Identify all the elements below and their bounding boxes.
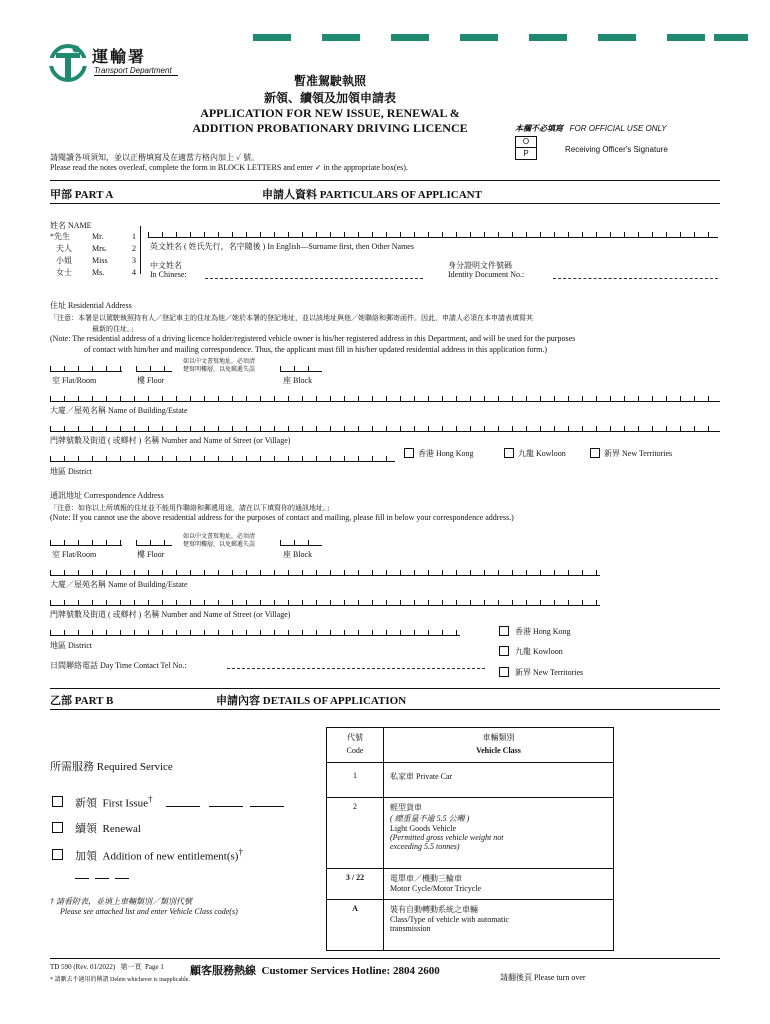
notes-en: Please read the notes overleaf, complete the form in BLOCK LETTERS and enter ✓ in the appropriate box(es). — [50, 163, 408, 172]
chinese-name-zh: 中文姓名 — [150, 261, 182, 270]
english-name-hint: 英文姓名 ( 姓氏先行，名字隨後 ) In English—Surname first, then Other Names — [150, 242, 414, 251]
vehicle-class-table — [326, 727, 614, 951]
corr-hk-label: 香港 Hong Kong — [515, 627, 571, 636]
form-number: TD 590 (Rev. 01/2022) 第一頁 Page 1 — [50, 963, 164, 971]
corr-kowloon-checkbox[interactable] — [499, 646, 509, 656]
part-a-heading: 申請人資料 PARTICULARS OF APPLICANT — [262, 189, 482, 201]
corr-flat-label: 室 Flat/Room — [52, 550, 97, 559]
corr-nt-checkbox[interactable] — [499, 667, 509, 677]
corr-building-field[interactable] — [50, 568, 600, 576]
name-label: 姓名 NAME — [50, 221, 92, 230]
id-doc-zh: 身分證明文件號碼 — [448, 261, 512, 270]
table-row: A 裝有自動轉動系統之車輛 Class/Type of vehicle with automatic transmission — [327, 900, 614, 951]
res-note-zh-1: 「注意：本署是以駕駛執照持有人／登記車主的住址為他／她於本署的登記地址，並以該地址與他／她聯絡和郵寄函件。因此，申請人必須在本申請表填寫其 — [50, 314, 533, 322]
res-hk-label: 香港 Hong Kong — [418, 449, 474, 458]
corr-building-label: 大廈／屋苑名稱 Name of Building/Estate — [50, 580, 188, 589]
title-zh-2: 新領、續領及加領申請表 — [263, 91, 396, 105]
first-issue-label: 新領 First Issue† — [75, 794, 153, 810]
table-row: 1 私家車 Private Car — [327, 763, 614, 798]
dagger-note-zh: † 請看附表，並填上車輛類別／類別代號 — [50, 897, 192, 906]
chinese-name-field[interactable] — [205, 278, 423, 279]
corr-floor-hint: 如以中文書寫地址，必須清 楚寫明樓層，以免郵遞失誤 — [183, 534, 256, 548]
turn-over: 請翻後頁 Please turn over — [500, 973, 586, 982]
corr-street-field[interactable] — [50, 598, 600, 606]
first-issue-checkbox[interactable] — [52, 796, 63, 807]
res-floor-label: 樓 Floor — [137, 376, 165, 385]
corr-kowloon-label: 九龍 Kowloon — [515, 647, 563, 656]
table-row: 2 輕型貨車 ( 總重量不逾 5.5 公噸 ) Light Goods Vehicle (Permitted gross vehicle weight not exceeding 5.5 tonnes) — [327, 798, 614, 869]
corr-floor-label: 樓 Floor — [137, 550, 165, 559]
corr-district-label: 地區 District — [50, 641, 92, 650]
corr-flat-field[interactable] — [50, 538, 122, 546]
res-building-label: 大廈／屋苑名稱 Name of Building/Estate — [50, 406, 188, 415]
hotline: 顧客服務熱線 Customer Services Hotline: 2804 2600 — [190, 965, 440, 977]
res-kowloon-checkbox[interactable] — [504, 448, 514, 458]
part-b-heading: 申請內容 DETAILS OF APPLICATION — [216, 695, 407, 707]
res-kowloon-label: 九龍 Kowloon — [518, 449, 566, 458]
op-box[interactable]: O P — [515, 136, 537, 160]
res-flat-label: 室 Flat/Room — [52, 376, 97, 385]
required-service-label: 所需服務 Required Service — [50, 761, 173, 773]
dagger-note-en: Please see attached list and enter Vehicle Class code(s) — [60, 907, 238, 916]
notes-zh: 請閱讀各項須知，並以正楷填寫及在適當方格內加上 ✓ 號。 — [50, 153, 260, 162]
table-row: 3 / 22 電單車／機動三輪車 Motor Cycle/Motor Tricycle — [327, 869, 614, 900]
addition-checkbox[interactable] — [52, 849, 63, 860]
corr-addr-label: 通訊地址 Correspondence Address — [50, 491, 164, 500]
floor-hint: 如以中文書寫地址，必須清 楚寫明樓層，以免郵遞失誤 — [183, 359, 256, 373]
res-addr-label: 住址 Residential Address — [50, 301, 132, 310]
english-name-field[interactable] — [148, 230, 718, 238]
part-b-label: 乙部 PART B — [50, 695, 114, 707]
corr-street-label: 門牌號數及街道 ( 或鄉村 ) 名稱 Number and Name of Street (or Village) — [50, 610, 291, 619]
officer-signature-label: Receiving Officer's Signature — [565, 145, 668, 154]
title-zh-1: 暫准駕駛執照 — [293, 74, 366, 88]
res-nt-checkbox[interactable] — [590, 448, 600, 458]
corr-block-field[interactable] — [280, 538, 322, 546]
res-hk-checkbox[interactable] — [404, 448, 414, 458]
res-street-label: 門牌號數及街道 ( 或鄉村 ) 名稱 Number and Name of Street (or Village) — [50, 436, 291, 445]
res-district-field[interactable] — [50, 454, 395, 462]
corr-block-label: 座 Block — [283, 550, 313, 559]
id-doc-en: Identity Document No.: — [448, 270, 525, 279]
renewal-checkbox[interactable] — [52, 822, 63, 833]
logo-zh: 運輸署 — [92, 49, 147, 66]
chinese-name-en: In Chinese: — [150, 270, 187, 279]
corr-district-field[interactable] — [50, 628, 460, 636]
res-flat-field[interactable] — [50, 364, 122, 372]
logo-en: Transport Department — [94, 66, 178, 76]
corr-floor-field[interactable] — [136, 538, 172, 546]
td-emblem-icon — [48, 42, 88, 84]
daytime-tel-field[interactable] — [227, 668, 485, 669]
renewal-label: 續領 Renewal — [75, 823, 141, 835]
corr-hk-checkbox[interactable] — [499, 626, 509, 636]
official-use-label: 本欄不必填寫 FOR OFFICIAL USE ONLY — [515, 124, 667, 133]
title-options[interactable]: *先生 Mr. 1 夫人 Mrs. 2 小姐 Miss 3 女士 Ms. 4 — [50, 232, 136, 277]
corr-note-zh: 「注意：如你以上所填報的住址並不能用作聯絡和郵遞用途，請在以下填寫你的通訊地址。」 — [50, 504, 334, 512]
res-district-label: 地區 District — [50, 467, 92, 476]
res-block-label: 座 Block — [283, 376, 313, 385]
res-floor-field[interactable] — [136, 364, 172, 372]
res-note-zh-2: 最新的住址。」 — [92, 325, 138, 333]
title-en-2: ADDITION PROBATIONARY DRIVING LICENCE — [192, 121, 468, 135]
corr-note-en: (Note: If you cannot use the above residential address for the purposes of contact and mailing, please fill in below your correspondence address.) — [50, 513, 514, 522]
res-block-field[interactable] — [280, 364, 322, 372]
res-note-en-1: (Note: The residential address of a driving licence holder/registered vehicle owner is his/her registered address in this Department, and will be used for the purposes — [50, 334, 576, 343]
corr-nt-label: 新界 New Territories — [515, 668, 584, 677]
res-note-en-2: of contact with him/her and mailing correspondence. Thus, the applicant must fill in his/her updated residential address in this application form.) — [84, 345, 548, 354]
title-en-1: APPLICATION FOR NEW ISSUE, RENEWAL & — [200, 106, 460, 120]
addition-label: 加領 Addition of new entitlement(s)† — [75, 847, 244, 863]
id-doc-field[interactable] — [553, 278, 718, 279]
res-building-field[interactable] — [50, 394, 720, 402]
res-street-field[interactable] — [50, 424, 720, 432]
res-nt-label: 新界 New Territories — [604, 449, 673, 458]
part-a-label: 甲部 PART A — [50, 189, 114, 201]
daytime-tel-label: 日間聯絡電話 Day Time Contact Tel No.: — [50, 661, 187, 670]
table-header-row: 代號 Code 車輛類別 Vehicle Class — [327, 728, 614, 763]
delete-note: * 請刪去不適用的稱謂 Delete whichever is inapplicable. — [50, 977, 190, 983]
